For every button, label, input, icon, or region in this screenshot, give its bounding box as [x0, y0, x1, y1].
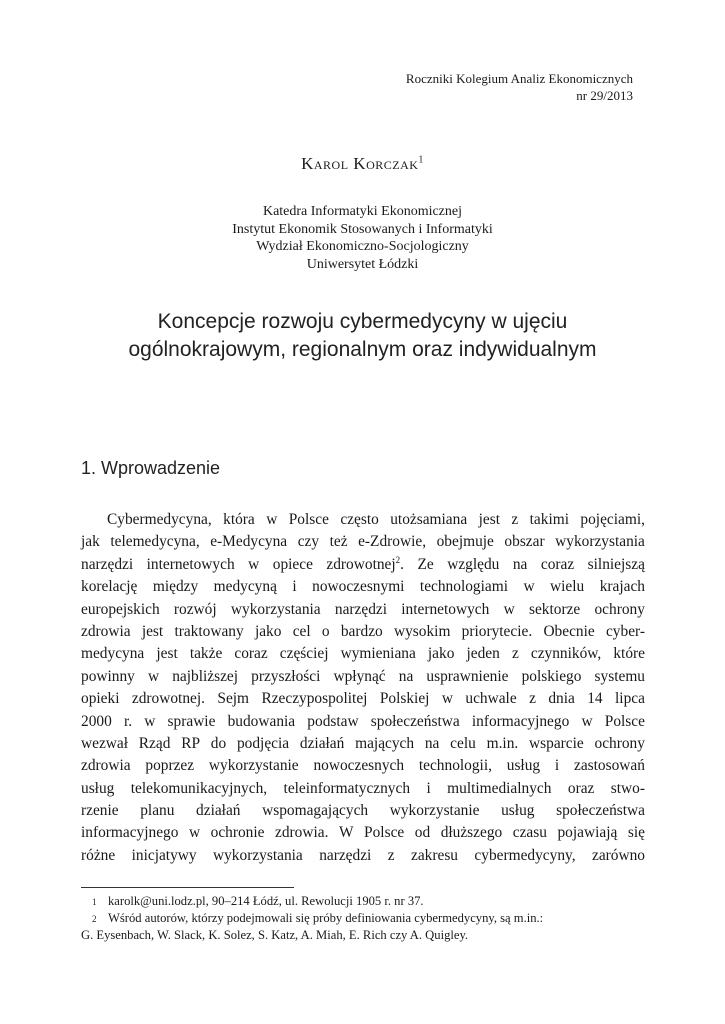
body-word: na [398, 667, 414, 685]
body-word: w [266, 511, 278, 528]
body-word: poprzez [145, 757, 195, 775]
footnotes [81, 893, 645, 944]
body-word: powinny [81, 667, 135, 685]
body-word: W [338, 824, 354, 842]
body-word: e-Medycyna [210, 533, 288, 551]
body-word: internetowych [146, 555, 235, 573]
body-word: przyszłości [251, 667, 321, 685]
body-word: zdrowia [81, 757, 131, 775]
title-line: Koncepcje rozwoju cybermedycyny w ujęciu [157, 310, 568, 333]
body-word: w [248, 555, 260, 573]
body-line [81, 621, 645, 643]
body-word: technologiami [419, 578, 508, 596]
body-word: usprawnienie [426, 667, 509, 685]
body-line [81, 509, 645, 531]
journal-name: Roczniki Kolegium Analiz Ekonomicznych [405, 71, 633, 86]
body-word: w [523, 578, 535, 596]
body-line [81, 531, 645, 553]
body-word: bardzo [340, 622, 383, 640]
body-word: obszar [504, 533, 545, 551]
footnote-2-continuation: G. Eysenbach, W. Slack, K. Solez, S. Katz, A. Miah, E. Rich czy A. Quigley. [81, 928, 469, 942]
body-word: wykorzystanie [389, 802, 480, 820]
body-word: Rzeczypospolitej [261, 690, 368, 708]
body-word: sprawie [167, 712, 216, 730]
body-word: nowoczesnych [313, 757, 405, 775]
body-word: rzenie [81, 802, 119, 820]
body-word: i [554, 757, 560, 775]
body-word: społeczeństwa [370, 712, 460, 730]
body-word: jako [427, 645, 455, 663]
body-word: 14 [587, 690, 603, 708]
footnote-divider [81, 887, 294, 888]
body-word: wsparcie [529, 734, 584, 752]
body-word: wykorzystanie [208, 757, 299, 775]
body-word: wspomagających [262, 802, 369, 820]
body-word: i [426, 779, 431, 797]
body-word: w [581, 712, 593, 730]
body-word: o [321, 622, 330, 640]
body-word: e-Zdrowie, [358, 533, 427, 551]
body-word: się [627, 824, 645, 842]
body-word: usług [506, 757, 541, 775]
body-word: czy [297, 533, 320, 551]
affiliation-line: Wydział Ekonomiczno-Socjologiczny [256, 239, 469, 254]
body-word: zakresu [411, 846, 458, 864]
body-word: m.in. [486, 734, 519, 752]
paper-title [0, 308, 725, 364]
body-word: Polsce [604, 712, 645, 730]
author-name [0, 154, 725, 174]
body-word: RP [181, 734, 201, 752]
body-word: narzędzi [334, 600, 388, 618]
body-word: wykorzystania [230, 600, 321, 618]
affiliation-line: Instytut Ekonomik Stosowanych i Informatyki [232, 221, 493, 237]
journal-issue: nr 29/2013 [576, 88, 633, 103]
body-word: między [152, 578, 199, 596]
author-footnote-ref: 1 [418, 154, 424, 166]
body-word: wezwał [81, 734, 128, 752]
body-word: wielu [550, 578, 585, 596]
body-word: działań [196, 802, 241, 820]
footnote-mark: 2 [92, 914, 97, 924]
body-word: telekomunikacyjnych, [130, 779, 268, 797]
body-word: narzędzi [81, 555, 134, 573]
body-word: traktowany [174, 622, 244, 640]
footnote-ref: 2 [395, 554, 401, 565]
body-word: wykorzystania [555, 533, 645, 551]
body-word: medycyną [213, 578, 277, 596]
body-word: Cybermedycyna, [107, 511, 212, 528]
body-word: jest [141, 622, 164, 640]
body-word: wysokim [393, 622, 451, 640]
body-word: coraz [234, 645, 268, 663]
body-word: czynników, [530, 645, 602, 663]
body-word: cybermedycyny, [474, 846, 576, 864]
body-word: także [189, 645, 223, 663]
body-word: z [511, 645, 519, 663]
body-word: systemu [594, 667, 645, 685]
body-word: technologii, [418, 757, 492, 775]
body-word: rozwój [173, 600, 217, 618]
body-word: też [329, 533, 348, 551]
body-word: Polsce [364, 824, 405, 842]
footnote-2 [81, 910, 645, 927]
body-word: opiece [272, 555, 313, 573]
affiliation-line: Uniwersytet Łódzki [306, 256, 419, 272]
body-word: 2000 [81, 712, 112, 730]
body-word: względu [447, 555, 500, 573]
body-word: krajach [599, 578, 645, 596]
body-word: usług [81, 779, 115, 797]
body-line [81, 554, 645, 576]
footnote-text: karolk@uni.lodz.pl, 90–214 Łódź, ul. Rewolucji 1905 r. nr 37. [108, 894, 424, 908]
body-word: wymieniana [340, 645, 416, 663]
body-word: jest [478, 511, 500, 528]
body-word: ochrony [594, 734, 645, 752]
body-word: uchwale [465, 690, 517, 708]
body-word: Sejm [217, 690, 250, 708]
body-word: podjęcia [236, 734, 290, 752]
body-word: Rząd [138, 734, 171, 752]
body-word: zdrowotnej$^2$. [326, 554, 405, 573]
body-word: celu [450, 734, 476, 752]
body-word: inicjatywy [131, 846, 197, 864]
body-line [81, 599, 645, 621]
body-word: jako [254, 622, 282, 640]
body-word: mających [355, 734, 415, 752]
author-name-text: Karol Korczak [301, 154, 419, 173]
body-word: i [292, 578, 297, 596]
body-word: zastosowań [573, 757, 645, 775]
body-word: jeden [466, 645, 500, 663]
body-line [81, 576, 645, 598]
body-word: oraz [567, 779, 595, 797]
body-word: takimi [529, 511, 569, 528]
body-word: lipca [615, 690, 645, 708]
body-word: wpłynąć [333, 667, 386, 685]
body-word: które [613, 645, 645, 663]
body-word: społeczeństwa [556, 802, 645, 820]
body-word: często [340, 511, 379, 528]
body-word: zdrowotnej. [131, 690, 205, 708]
body-line [81, 800, 645, 822]
body-word: w [441, 690, 453, 708]
body-word: na [512, 555, 528, 573]
section-heading: 1. Wprowadzenie [81, 458, 221, 478]
body-word: opieki [81, 690, 120, 708]
body-line [81, 688, 645, 710]
body-word: informacyjnego [81, 824, 179, 842]
body-word: obejmuje [436, 533, 494, 551]
body-line [81, 845, 645, 867]
body-line [81, 666, 645, 688]
body-word: częściej [279, 645, 329, 663]
body-word: czasu [512, 824, 547, 842]
body-word: Obecnie [543, 622, 595, 640]
body-word: budowania [227, 712, 296, 730]
body-word: najbliższej [172, 667, 239, 685]
body-word: różne [81, 846, 116, 864]
body-line [81, 755, 645, 777]
body-line [81, 733, 645, 755]
body-word: z [529, 690, 536, 708]
body-line [81, 822, 645, 844]
affiliation-line: Katedra Informatyki Ekonomicznej [262, 204, 463, 219]
body-word: z [387, 846, 395, 864]
body-word: europejskich [81, 600, 160, 618]
body-word: r. [123, 712, 133, 730]
body-word: do [210, 734, 227, 752]
body-word: w [144, 712, 156, 730]
body-word: usług [501, 802, 535, 820]
body-word: Ze [417, 555, 434, 573]
title-line: ogólnokrajowym, regionalnym oraz indywidualnym [128, 338, 597, 361]
footnote-text: Wśród autorów, którzy podejmowali się próby definiowania cybermedycyny, są m.in.: [108, 911, 544, 925]
body-word: internetowych [401, 600, 490, 618]
body-word: od [414, 824, 431, 842]
body-word: priorytecie. [461, 622, 533, 640]
body-word: zdrowia [81, 622, 131, 640]
body-word: cel [292, 622, 311, 640]
body-line [81, 778, 645, 800]
body-word: dłuższego [440, 824, 503, 842]
body-word: wykorzystania [213, 846, 303, 864]
body-word: zarówno [591, 846, 645, 864]
body-word: dnia [548, 690, 575, 708]
body-word: cyber- [605, 622, 645, 640]
body-word: Polskiej [379, 690, 430, 708]
body-word: podstaw [307, 712, 359, 730]
body-word: na [424, 734, 440, 752]
body-word: w [503, 600, 515, 618]
body-line [81, 643, 645, 665]
body-text [81, 509, 645, 867]
body-word: narzędzi [319, 846, 372, 864]
body-word: planu [140, 802, 175, 820]
body-word: multimedialnych [447, 779, 552, 797]
body-word: w [147, 667, 160, 685]
journal-header [406, 70, 633, 104]
body-word: z [511, 511, 519, 528]
body-word: telemedycyna, [110, 533, 200, 551]
body-word: jest [156, 645, 178, 663]
body-word: polskiego [521, 667, 582, 685]
body-word: ochrony [594, 600, 645, 618]
body-word: teleinformatycznych [283, 779, 411, 797]
body-word: pojawiają [557, 824, 618, 842]
body-word: która [223, 511, 255, 528]
body-word: utożsamiana [390, 511, 468, 528]
body-word: silniejszą [587, 555, 645, 573]
body-line [81, 711, 645, 733]
body-word: informacyjnego [471, 712, 570, 730]
body-word: nowoczesnymi [312, 578, 405, 596]
body-word: jak [81, 533, 100, 551]
body-word: coraz [540, 555, 575, 573]
body-word: w [188, 824, 201, 842]
body-word: medycyna [81, 645, 145, 663]
body-word: ochronie [210, 824, 265, 842]
body-word: korelację [81, 578, 138, 596]
body-word: zdrowia. [275, 824, 329, 842]
body-word: działań [299, 734, 345, 752]
body-word: sektorze [528, 600, 581, 618]
body-word: Polsce [288, 511, 329, 528]
footnote-1 [81, 893, 645, 910]
affiliation-block [0, 203, 725, 273]
body-word: stwo- [610, 779, 645, 797]
footnote-mark: 1 [92, 897, 97, 907]
body-word: pojęciami, [580, 511, 645, 528]
